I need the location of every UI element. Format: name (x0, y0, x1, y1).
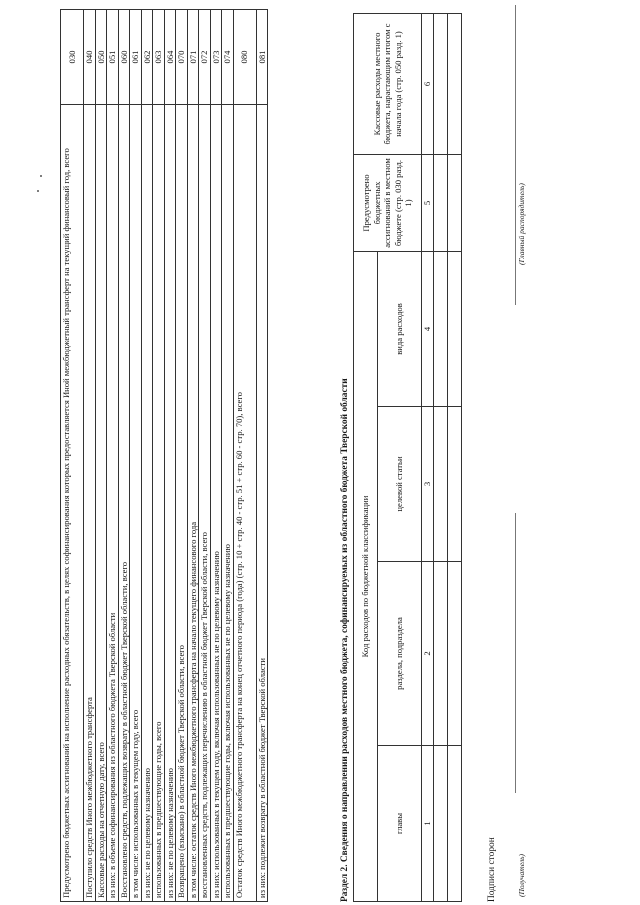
section1-row (164, 10, 176, 902)
section1-row (210, 10, 222, 902)
section1-row (141, 10, 153, 902)
row-label: из них: не по целевому назначению (141, 105, 153, 902)
col-celevoy-header: целевой статьи (378, 407, 422, 562)
row-label: использованных в предшествующие годы, всего (153, 105, 165, 902)
section1-row (61, 10, 84, 902)
row-code: 073 (210, 10, 222, 105)
row-code: 074 (222, 10, 234, 105)
row-code: 064 (164, 10, 176, 105)
row-label: Предусмотрено бюджетных ассигнований на исполнение расходных обязательств, в целях софинансирования которых предоставляется Иной межбюджетный трансферт на текущий финансовый год, всего (61, 105, 84, 902)
scan-speck (40, 175, 42, 177)
empty-cell (448, 746, 462, 902)
row-code: 070 (176, 10, 188, 105)
row-label: в том числе: использованных в текущем году, всего (130, 105, 142, 902)
section1-row (222, 10, 234, 902)
empty-cell (448, 155, 462, 252)
section1-row (199, 10, 211, 902)
signature-caption-right: (Главный распорядитель) (517, 183, 526, 265)
section1-row (187, 10, 199, 902)
row-label: использованных в предшествующие годы, включая использованных не по целевому назначению (222, 105, 234, 902)
empty-cell (448, 407, 462, 562)
signature-caption-left: (Получатель) (517, 853, 526, 897)
empty-cell (448, 252, 462, 407)
row-code: 072 (199, 10, 211, 105)
section1-table (60, 9, 268, 902)
row-label: Остаток средств Иного межбюджетного трансферта на конец отчетного периода (года) (стр. 10 + стр. 40 - стр. 51 + стр. 60 - стр. 70), всего (233, 105, 256, 902)
empty-cell (434, 746, 448, 902)
row-code: 081 (256, 10, 268, 105)
row-code: 050 (95, 10, 107, 105)
row-code: 063 (153, 10, 165, 105)
section1-row (256, 10, 268, 902)
row-label: Восстановлено средств, подлежащих возврату в областной бюджет Тверской области, всего (118, 105, 130, 902)
col-kassovye-header: Кассовые расходы местного бюджета, нарастающим итогом с начала года (стр. 050 разд. 1) (354, 14, 422, 155)
empty-cell (434, 252, 448, 407)
row-code: 030 (61, 10, 84, 105)
section2-title: Раздел 2. Сведения о направлении расходов местного бюджета, софинансируемых из областного бюджета Тверской области (340, 378, 350, 902)
section1-row (153, 10, 165, 902)
col-vid-header: вида расходов (378, 252, 422, 407)
empty-cell (434, 562, 448, 746)
section2-table (353, 13, 462, 902)
column-number: 6 (422, 14, 434, 155)
col-glavy-header: главы (378, 746, 422, 902)
section1-row (118, 10, 130, 902)
column-number: 5 (422, 155, 434, 252)
section1-row (107, 10, 119, 902)
scan-speck (37, 190, 39, 192)
row-label: в том числе: остаток средств Иного межбюджетного трансферта на начало текущего финансового года (187, 105, 199, 902)
section1-row (84, 10, 96, 902)
signatures-label: Подписи сторон (487, 837, 497, 902)
row-code: 080 (233, 10, 256, 105)
row-label: из них: в объеме софинансирования из областного бюджета Тверской области (107, 105, 119, 902)
empty-cell (448, 562, 462, 746)
row-label: Кассовые расходы на отчетную дату, всего (95, 105, 107, 902)
section1-row (130, 10, 142, 902)
row-code: 061 (130, 10, 142, 105)
column-number: 2 (422, 562, 434, 746)
row-code: 060 (118, 10, 130, 105)
empty-cell (434, 14, 448, 155)
row-label: из них: использованных в текущем году, включая использованных не по целевому назначению (210, 105, 222, 902)
column-number: 4 (422, 252, 434, 407)
row-label: из них: подлежит возврату в областной бюджет Тверской области (256, 105, 268, 902)
row-code: 071 (187, 10, 199, 105)
row-label: восстановленных средств, подлежащих перечислению в областной бюджет Тверской области, всего (199, 105, 211, 902)
column-number: 3 (422, 407, 434, 562)
empty-cell (434, 407, 448, 562)
empty-cell (448, 14, 462, 155)
column-number: 1 (422, 746, 434, 902)
row-label: Поступило средств Иного межбюджетного трансферта (84, 105, 96, 902)
row-label: из них: не по целевому назначению (164, 105, 176, 902)
col-razdel-header: раздела, подраздела (378, 562, 422, 746)
empty-cell (434, 155, 448, 252)
section1-row (176, 10, 188, 902)
signature-line-right (515, 5, 516, 305)
col-predusm-header: Предусмотрено бюджетных ассигнований в местном бюджете (стр. 030 разд. 1) (354, 155, 422, 252)
section1-row (95, 10, 107, 902)
section1-row (233, 10, 256, 902)
code-group-header: Код расходов по бюджетной классификации (354, 252, 378, 902)
row-code: 040 (84, 10, 96, 105)
row-label: Возвращено (взыскано) в областной бюджет Тверской области, всего (176, 105, 188, 902)
signature-line-left (515, 513, 516, 793)
row-code: 051 (107, 10, 119, 105)
row-code: 062 (141, 10, 153, 105)
